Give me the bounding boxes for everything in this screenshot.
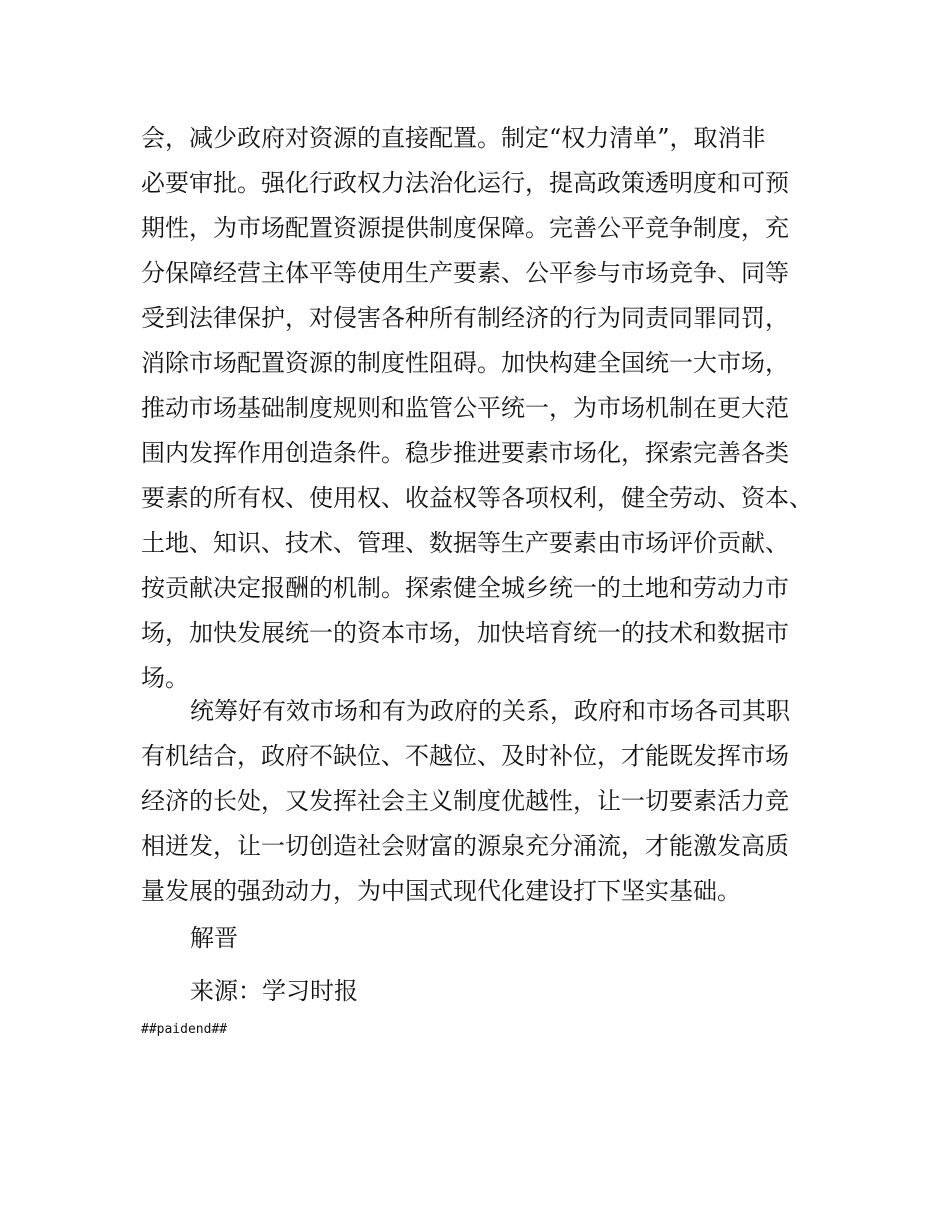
end-marker: ##paidend## [141,1022,228,1037]
paragraph-line: 经济的长处，又发挥社会主义制度优越性，让一切要素活力竞 [141,787,789,815]
paragraph-1 [141,116,841,701]
paragraph-line: 期性，为市场配置资源提供制度保障。完善公平竞争制度，充 [141,214,789,242]
paragraph-line: 相迸发，让一切创造社会财富的源泉充分涌流，才能激发高质 [141,832,789,860]
paragraph-line: 量发展的强劲动力，为中国式现代化建设打下坚实基础。 [141,877,741,905]
paragraph-2 [141,689,841,914]
paragraph-line: 场，加快发展统一的资本市场，加快培育统一的技术和数据市 [141,619,789,647]
paragraph-line: 会，减少政府对资源的直接配置。制定“权力清单”，取消非 [141,124,766,152]
paragraph-line: 消除市场配置资源的制度性阻碍。加快构建全国统一大市场， [141,349,789,377]
paragraph-line: 统筹好有效市场和有为政府的关系，政府和市场各司其职 [190,697,790,725]
paragraph-line: 场。 [141,664,189,692]
paragraph-line: 土地、知识、技术、管理、数据等生产要素由市场评价贡献、 [141,529,789,557]
paragraph-line: 围内发挥作用创造条件。稳步推进要素市场化，探索完善各类 [141,439,789,467]
source-text: 来源：学习时报 [190,977,358,1005]
paragraph-line: 有机结合，政府不缺位、不越位、及时补位，才能既发挥市场 [141,742,789,770]
paragraph-line: 按贡献决定报酬的机制。探索健全城乡统一的土地和劳动力市 [141,574,789,602]
author-name: 解晋 [190,924,238,952]
source-line [141,969,841,1014]
paragraph-line: 要素的所有权、使用权、收益权等各项权利，健全劳动、资本、 [141,484,813,512]
paragraph-line: 推动市场基础制度规则和监管公平统一，为市场机制在更大范 [141,394,789,422]
paragraph-line: 分保障经营主体平等使用生产要素、公平参与市场竞争、同等 [141,259,789,287]
paragraph-line: 必要审批。强化行政权力法治化运行，提高政策透明度和可预 [141,169,789,197]
paragraph-line: 受到法律保护，对侵害各种所有制经济的行为同责同罪同罚， [141,304,789,332]
author-line [141,916,841,961]
